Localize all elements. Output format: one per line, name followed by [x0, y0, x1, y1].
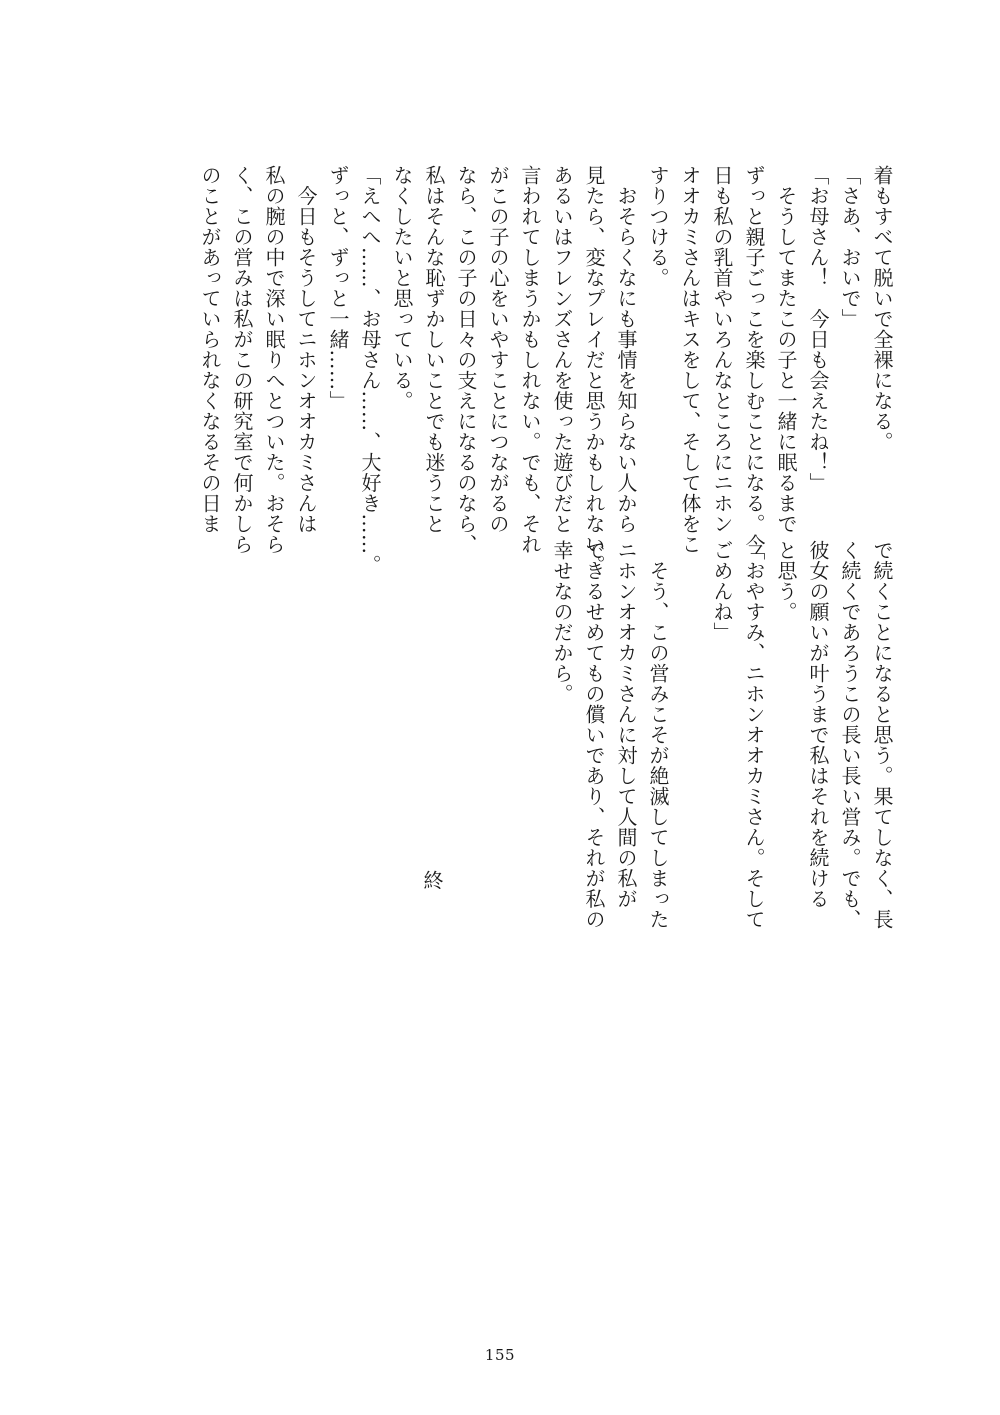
text-line: おそらくなにも事情を知らない人から	[614, 165, 638, 534]
text-line: すりつける。	[646, 165, 670, 288]
text-line: 私はそんな恥ずかしいことでも迷うこと	[422, 165, 446, 534]
text-line	[674, 540, 706, 920]
text-line: で続くことになると思う。果てしなく、長	[870, 540, 894, 930]
text-block-upper	[194, 165, 898, 575]
text-line: 着もすべて脱いで全裸になる。	[870, 165, 894, 452]
text-line: のことがあっていられなくなるその日ま	[198, 165, 222, 534]
text-line: ごめんね」	[710, 540, 734, 643]
text-line: く続くであろうこの長い長い営み。でも、	[838, 540, 862, 930]
text-line: 見たら、変なプレイだと思うかもしれない。	[582, 165, 606, 575]
text-line: 私の腕の中で深い眠りへとついた。おそら	[262, 165, 286, 555]
end-mark: 終	[420, 870, 444, 890]
text-line: ずっと、ずっと一緒……」	[326, 165, 350, 411]
text-line: ニホンオオカミさんに対して人間の私が	[614, 540, 638, 909]
text-line: そう、この営みこそが絶滅してしまった	[646, 540, 670, 930]
text-line: オオカミさんはキスをして、そして体をこ	[678, 165, 702, 555]
text-line: 「さあ、おいで」	[838, 165, 862, 329]
text-line: がこの子の心をいやすことにつながるの	[486, 165, 510, 534]
text-line: 彼女の願いが叶うまで私はそれを続ける	[806, 540, 830, 909]
text-line: 「おやすみ、ニホンオオカミさん。そして	[742, 540, 766, 930]
text-line: 今日もそうしてニホンオオカミさんは	[294, 165, 318, 534]
page-number: 155	[484, 1346, 516, 1364]
text-line: 「えへへ……、お母さん……、大好き……。	[358, 165, 382, 575]
text-line: ずっと親子ごっこを楽しむことになる。今	[742, 165, 766, 555]
text-line: と思う。	[774, 540, 798, 622]
text-line: 幸せなのだから。	[550, 540, 574, 704]
text-line: できるせめてもの償いであり、それが私の	[582, 540, 606, 930]
text-line: 日も私の乳首やいろんなところにニホン	[710, 165, 734, 534]
text-line: 言われてしまうかもしれない。でも、それ	[518, 165, 542, 555]
text-line: なら、この子の日々の支えになるのなら、	[454, 165, 478, 555]
text-line: 「お母さん！ 今日も会えたね！」	[806, 165, 830, 493]
text-line: あるいはフレンズさんを使った遊びだと	[550, 165, 574, 534]
text-line: なくしたいと思っている。	[390, 165, 414, 411]
text-block-lower	[546, 540, 898, 930]
text-line: そうしてまたこの子と一緒に眠るまで	[774, 165, 798, 534]
text-line: く、この営みは私がこの研究室で何かしら	[230, 165, 254, 555]
